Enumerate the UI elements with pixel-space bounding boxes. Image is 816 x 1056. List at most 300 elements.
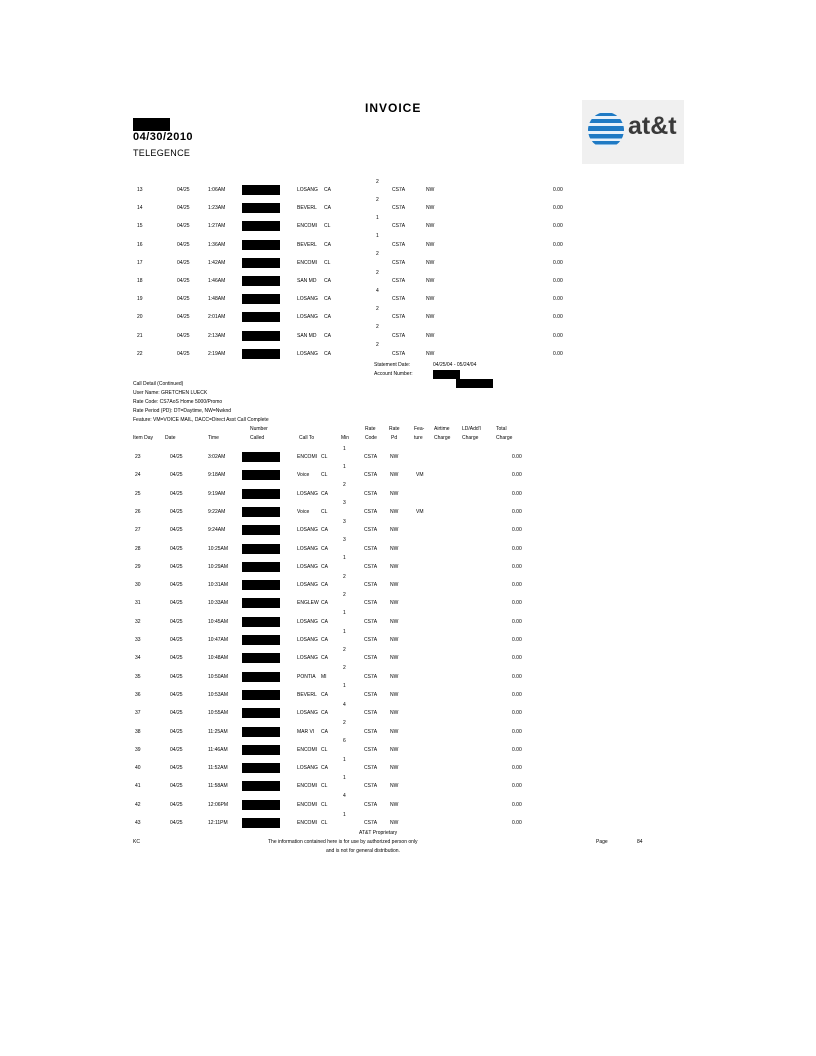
rate-code-cell: CS7A bbox=[392, 223, 406, 230]
state-cell: CA bbox=[321, 527, 328, 534]
rate-period-cell: NW bbox=[390, 820, 399, 826]
day-cell: 04/25 bbox=[170, 710, 183, 717]
call-to-cell: ENCOMI bbox=[297, 259, 317, 266]
total-cell: 0.00 bbox=[512, 472, 522, 479]
rate-period-cell: NW bbox=[390, 801, 399, 808]
feature-cell: VM bbox=[416, 472, 424, 479]
total-cell: 0.00 bbox=[512, 691, 522, 698]
column-header: Called bbox=[250, 435, 265, 441]
minutes-cell: 3 bbox=[343, 518, 346, 525]
redaction-bar bbox=[242, 294, 280, 304]
total-cell: 0.00 bbox=[512, 600, 522, 607]
state-cell: CA bbox=[324, 350, 331, 357]
info-line: Feature: VM=VOICE MAIL, DACC=Direct Asst Call Complete bbox=[133, 417, 269, 423]
call-to-cell: BEVERL bbox=[297, 691, 317, 698]
state-cell: CL bbox=[324, 259, 331, 266]
redaction-bar bbox=[133, 118, 170, 131]
total-cell: 0.00 bbox=[512, 765, 522, 772]
rate-code-cell: CS7A bbox=[392, 187, 406, 193]
total-cell: 0.00 bbox=[553, 259, 563, 266]
state-cell: CA bbox=[324, 296, 331, 303]
state-cell: CA bbox=[321, 563, 328, 570]
redaction-bar bbox=[242, 781, 280, 791]
item-cell: 13 bbox=[137, 187, 143, 193]
footer-notice-line1: The information contained here is for use by authorized person only bbox=[268, 839, 418, 845]
item-cell: 40 bbox=[135, 765, 141, 772]
rate-code-cell: CS7A bbox=[392, 350, 406, 357]
info-line: Call Detail (Continued) bbox=[133, 381, 184, 387]
minutes-cell: 1 bbox=[343, 610, 346, 617]
call-to-cell: LOSANG bbox=[297, 618, 318, 625]
page-number: 84 bbox=[637, 839, 643, 845]
total-cell: 0.00 bbox=[512, 673, 522, 680]
item-cell: 26 bbox=[135, 508, 141, 515]
column-header: Date bbox=[165, 435, 176, 441]
state-cell: CA bbox=[324, 241, 331, 248]
item-cell: 22 bbox=[137, 350, 143, 357]
day-cell: 04/25 bbox=[170, 600, 183, 607]
day-cell: 04/25 bbox=[170, 545, 183, 552]
column-header: Total bbox=[496, 426, 507, 432]
day-cell: 04/25 bbox=[170, 490, 183, 497]
rate-period-cell: NW bbox=[426, 350, 435, 357]
day-cell: 04/25 bbox=[170, 746, 183, 753]
total-cell: 0.00 bbox=[512, 618, 522, 625]
time-cell: 9:24AM bbox=[208, 527, 226, 534]
call-to-cell: Voice bbox=[297, 508, 310, 515]
state-cell: CA bbox=[321, 637, 328, 643]
total-cell: 0.00 bbox=[553, 350, 563, 357]
minutes-cell: 4 bbox=[376, 287, 379, 294]
column-header: Min bbox=[341, 435, 350, 441]
state-cell: CA bbox=[321, 691, 328, 698]
item-cell: 17 bbox=[137, 259, 143, 266]
call-to-cell: Voice bbox=[297, 472, 310, 479]
rate-period-cell: NW bbox=[426, 187, 435, 193]
state-cell: CL bbox=[324, 223, 331, 230]
total-cell: 0.00 bbox=[553, 223, 563, 230]
column-header: ture bbox=[414, 435, 423, 441]
redaction-bar bbox=[242, 745, 280, 755]
total-cell: 0.00 bbox=[512, 637, 522, 643]
total-cell: 0.00 bbox=[512, 655, 522, 662]
day-cell: 04/25 bbox=[170, 728, 183, 735]
invoice-date: 04/30/2010 bbox=[133, 131, 194, 143]
day-cell: 04/25 bbox=[170, 472, 183, 479]
item-cell: 37 bbox=[135, 710, 141, 717]
call-to-cell: ENGLEW bbox=[297, 600, 319, 607]
footer-notice-line2: and is not for general distribution. bbox=[326, 848, 400, 854]
state-cell: CL bbox=[321, 746, 328, 753]
day-cell: 04/25 bbox=[170, 691, 183, 698]
minutes-cell: 2 bbox=[376, 178, 379, 185]
day-cell: 04/25 bbox=[170, 783, 183, 790]
total-cell: 0.00 bbox=[512, 801, 522, 808]
day-cell: 04/25 bbox=[177, 332, 190, 339]
day-cell: 04/25 bbox=[170, 582, 183, 589]
page-label: Page bbox=[596, 839, 608, 845]
day-cell: 04/25 bbox=[170, 637, 183, 643]
item-cell: 25 bbox=[135, 490, 141, 497]
redaction-bar bbox=[242, 525, 280, 535]
rate-code-cell: CS7A bbox=[392, 296, 406, 303]
rate-period-cell: NW bbox=[390, 472, 399, 479]
redaction-bar bbox=[242, 240, 280, 250]
day-cell: 04/25 bbox=[177, 314, 190, 321]
minutes-cell: 3 bbox=[343, 500, 346, 507]
call-to-cell: ENCOMI bbox=[297, 783, 317, 790]
state-cell: CA bbox=[324, 332, 331, 339]
rate-code-cell: CS7A bbox=[364, 508, 378, 515]
redaction-bar bbox=[242, 349, 280, 359]
company-name: TELEGENCE bbox=[133, 148, 191, 158]
account-number-label: Account Number: bbox=[374, 371, 413, 377]
rate-code-cell: CS7A bbox=[392, 314, 406, 321]
state-cell: CA bbox=[321, 490, 328, 497]
rate-period-cell: NW bbox=[390, 600, 399, 607]
rate-period-cell: NW bbox=[390, 655, 399, 662]
total-cell: 0.00 bbox=[512, 563, 522, 570]
rate-code-cell: CS7A bbox=[392, 205, 406, 212]
rate-code-cell: CS7A bbox=[364, 728, 378, 735]
total-cell: 0.00 bbox=[512, 490, 522, 497]
total-cell: 0.00 bbox=[512, 527, 522, 534]
time-cell: 1:06AM bbox=[208, 187, 226, 193]
call-to-cell: LOSANG bbox=[297, 296, 318, 303]
call-to-cell: LOSANG bbox=[297, 637, 318, 643]
total-cell: 0.00 bbox=[553, 187, 563, 193]
info-line: Rate Code: CS7AoS Home 5000/Promo bbox=[133, 399, 223, 405]
redaction-bar bbox=[433, 370, 460, 379]
total-cell: 0.00 bbox=[553, 205, 563, 212]
day-cell: 04/25 bbox=[170, 454, 183, 460]
column-header: Rate bbox=[365, 426, 376, 432]
call-to-cell: LOSANG bbox=[297, 527, 318, 534]
call-to-cell: ENCOMI bbox=[297, 820, 317, 826]
rate-period-cell: NW bbox=[390, 527, 399, 534]
day-cell: 04/25 bbox=[177, 259, 190, 266]
redaction-bar bbox=[242, 544, 280, 554]
rate-code-cell: CS7A bbox=[364, 655, 378, 662]
rate-period-cell: NW bbox=[390, 710, 399, 717]
total-cell: 0.00 bbox=[512, 710, 522, 717]
state-cell: CA bbox=[321, 655, 328, 662]
item-cell: 14 bbox=[137, 205, 143, 212]
time-cell: 1:42AM bbox=[208, 259, 226, 266]
time-cell: 10:48AM bbox=[208, 655, 229, 662]
rate-period-cell: NW bbox=[390, 454, 399, 460]
rate-code-cell: CS7A bbox=[392, 278, 406, 284]
rate-period-cell: NW bbox=[390, 582, 399, 589]
minutes-cell: 1 bbox=[376, 233, 379, 240]
item-cell: 30 bbox=[135, 582, 141, 589]
redaction-bar bbox=[242, 617, 280, 627]
rate-code-cell: CS7A bbox=[392, 332, 406, 339]
item-cell: 36 bbox=[135, 691, 141, 698]
call-to-cell: LOSANG bbox=[297, 490, 318, 497]
redaction-bar bbox=[242, 507, 280, 517]
call-to-cell: ENCOMI bbox=[297, 746, 317, 753]
state-cell: CA bbox=[324, 314, 331, 321]
column-header: Call To bbox=[299, 435, 315, 441]
total-cell: 0.00 bbox=[553, 332, 563, 339]
time-cell: 10:53AM bbox=[208, 691, 229, 698]
redaction-bar bbox=[242, 708, 280, 718]
rate-code-cell: CS7A bbox=[364, 582, 378, 589]
redaction-bar bbox=[242, 562, 280, 572]
rate-code-cell: CS7A bbox=[364, 545, 378, 552]
rate-code-cell: CS7A bbox=[392, 259, 406, 266]
call-to-cell: LOSANG bbox=[297, 314, 318, 321]
rate-period-cell: NW bbox=[390, 545, 399, 552]
total-cell: 0.00 bbox=[512, 454, 522, 460]
rate-code-cell: CS7A bbox=[364, 472, 378, 479]
rate-code-cell: CS7A bbox=[364, 820, 378, 826]
item-cell: 33 bbox=[135, 637, 141, 643]
column-header: Airtime bbox=[434, 426, 450, 432]
minutes-cell: 2 bbox=[376, 269, 379, 276]
total-cell: 0.00 bbox=[553, 314, 563, 321]
total-cell: 0.00 bbox=[512, 746, 522, 753]
day-cell: 04/25 bbox=[170, 508, 183, 515]
day-cell: 04/25 bbox=[170, 765, 183, 772]
redaction-bar bbox=[242, 312, 280, 322]
day-cell: 04/25 bbox=[177, 296, 190, 303]
redaction-bar bbox=[242, 727, 280, 737]
rate-code-cell: CS7A bbox=[364, 710, 378, 717]
state-cell: CA bbox=[321, 710, 328, 717]
redaction-bar bbox=[242, 331, 280, 341]
att-logo bbox=[582, 100, 684, 164]
day-cell: 04/25 bbox=[170, 527, 183, 534]
footer-left: KC bbox=[133, 839, 140, 845]
time-cell: 10:29AM bbox=[208, 563, 229, 570]
redaction-bar bbox=[242, 653, 280, 663]
redaction-bar bbox=[242, 185, 280, 195]
state-cell: MI bbox=[321, 673, 327, 680]
time-cell: 1:48AM bbox=[208, 296, 226, 303]
call-to-cell: ENCOMI bbox=[297, 454, 317, 460]
time-cell: 3:02AM bbox=[208, 454, 226, 460]
item-cell: 38 bbox=[135, 728, 141, 735]
column-header: Time bbox=[208, 435, 219, 441]
rate-period-cell: NW bbox=[390, 728, 399, 735]
minutes-cell: 2 bbox=[376, 251, 379, 258]
rate-period-cell: NW bbox=[426, 223, 435, 230]
column-header: LD/Add'l bbox=[462, 426, 481, 432]
minutes-cell: 2 bbox=[343, 591, 346, 598]
item-cell: 29 bbox=[135, 563, 141, 570]
call-to-cell: SAN MD bbox=[297, 332, 317, 339]
total-cell: 0.00 bbox=[553, 296, 563, 303]
state-cell: CA bbox=[324, 187, 331, 193]
redaction-bar bbox=[242, 470, 280, 480]
state-cell: CA bbox=[321, 618, 328, 625]
state-cell: CL bbox=[321, 783, 328, 790]
minutes-cell: 2 bbox=[376, 342, 379, 349]
call-to-cell: PONTIA bbox=[297, 673, 316, 680]
rate-code-cell: CS7A bbox=[364, 673, 378, 680]
rate-code-cell: CS7A bbox=[364, 783, 378, 790]
rate-period-cell: NW bbox=[426, 205, 435, 212]
time-cell: 10:50AM bbox=[208, 673, 229, 680]
minutes-cell: 2 bbox=[343, 665, 346, 672]
total-cell: 0.00 bbox=[512, 820, 522, 826]
redaction-bar bbox=[242, 258, 280, 268]
rate-code-cell: CS7A bbox=[364, 490, 378, 497]
rate-code-cell: CS7A bbox=[364, 527, 378, 534]
column-header: Charge bbox=[462, 435, 479, 441]
item-cell: 18 bbox=[137, 278, 143, 284]
time-cell: 9:19AM bbox=[208, 490, 226, 497]
minutes-cell: 4 bbox=[343, 701, 346, 708]
minutes-cell: 2 bbox=[343, 573, 346, 580]
call-to-cell: LOSANG bbox=[297, 545, 318, 552]
state-cell: CA bbox=[321, 582, 328, 589]
time-cell: 9:18AM bbox=[208, 472, 226, 479]
state-cell: CA bbox=[324, 205, 331, 212]
rate-period-cell: NW bbox=[390, 508, 399, 515]
day-cell: 04/25 bbox=[170, 655, 183, 662]
column-header: Rate bbox=[389, 426, 400, 432]
total-cell: 0.00 bbox=[512, 582, 522, 589]
item-cell: 28 bbox=[135, 545, 141, 552]
time-cell: 11:52AM bbox=[208, 765, 228, 772]
minutes-cell: 2 bbox=[343, 482, 346, 489]
logo-wordmark: at&t bbox=[628, 112, 677, 140]
minutes-cell: 1 bbox=[343, 555, 346, 562]
total-cell: 0.00 bbox=[512, 508, 522, 515]
item-cell: 20 bbox=[137, 314, 143, 321]
total-cell: 0.00 bbox=[512, 783, 522, 790]
rate-period-cell: NW bbox=[426, 241, 435, 248]
day-cell: 04/25 bbox=[170, 563, 183, 570]
call-to-cell: ENCOMI bbox=[297, 223, 317, 230]
rate-period-cell: NW bbox=[426, 314, 435, 321]
minutes-cell: 1 bbox=[343, 756, 346, 763]
statement-date-value: 04/25/04 - 05/24/04 bbox=[433, 362, 477, 368]
day-cell: 04/25 bbox=[170, 820, 183, 826]
rate-code-cell: CS7A bbox=[364, 691, 378, 698]
redaction-bar bbox=[242, 818, 280, 828]
state-cell: CL bbox=[321, 820, 328, 826]
redaction-bar bbox=[242, 635, 280, 645]
item-cell: 15 bbox=[137, 223, 143, 230]
rate-period-cell: NW bbox=[390, 490, 399, 497]
time-cell: 12:06PM bbox=[208, 801, 229, 808]
item-cell: 27 bbox=[135, 527, 141, 534]
minutes-cell: 6 bbox=[343, 738, 346, 745]
redaction-bar bbox=[242, 800, 280, 810]
item-cell: 43 bbox=[135, 820, 141, 826]
day-cell: 04/25 bbox=[177, 187, 190, 193]
rate-code-cell: CS7A bbox=[364, 637, 378, 643]
time-cell: 10:45AM bbox=[208, 618, 229, 625]
rate-code-cell: CS7A bbox=[364, 746, 378, 753]
item-cell: 41 bbox=[135, 783, 141, 790]
redaction-bar bbox=[242, 276, 280, 286]
minutes-cell: 2 bbox=[343, 720, 346, 726]
rate-code-cell: CS7A bbox=[364, 801, 378, 808]
redaction-bar bbox=[242, 203, 280, 213]
time-cell: 2:01AM bbox=[208, 314, 226, 321]
time-cell: 10:31AM bbox=[208, 582, 229, 589]
call-to-cell: LOSANG bbox=[297, 350, 318, 357]
rate-period-cell: NW bbox=[390, 746, 399, 753]
item-cell: 34 bbox=[135, 655, 141, 662]
redaction-bar bbox=[242, 672, 280, 682]
item-cell: 35 bbox=[135, 673, 141, 680]
redaction-bar bbox=[242, 452, 280, 462]
state-cell: CA bbox=[321, 545, 328, 552]
call-to-cell: ENCOMI bbox=[297, 801, 317, 808]
total-cell: 0.00 bbox=[553, 241, 563, 248]
column-header: Item Day bbox=[133, 435, 154, 441]
item-cell: 21 bbox=[137, 332, 143, 339]
column-header: Pd bbox=[391, 435, 398, 441]
info-line: Rate Period (PD): DT=Daytime, NW=Nwknd bbox=[133, 408, 232, 414]
rate-period-cell: NW bbox=[390, 673, 399, 680]
item-cell: 31 bbox=[135, 600, 141, 607]
minutes-cell: 3 bbox=[343, 537, 346, 543]
rate-code-cell: CS7A bbox=[364, 765, 378, 772]
rate-period-cell: NW bbox=[390, 618, 399, 625]
minutes-cell: 1 bbox=[343, 445, 346, 452]
time-cell: 10:33AM bbox=[208, 600, 229, 607]
column-header: Code bbox=[365, 435, 377, 441]
state-cell: CA bbox=[324, 278, 331, 284]
call-to-cell: LOSANG bbox=[297, 563, 318, 570]
minutes-cell: 1 bbox=[343, 774, 346, 781]
item-cell: 24 bbox=[135, 472, 141, 479]
statement-date-label: Statement Date: bbox=[374, 362, 411, 368]
day-cell: 04/25 bbox=[170, 801, 183, 808]
redaction-bar bbox=[242, 598, 280, 608]
item-cell: 42 bbox=[135, 801, 141, 808]
call-to-cell: LOSANG bbox=[297, 655, 318, 662]
rate-period-cell: NW bbox=[390, 765, 399, 772]
time-cell: 1:36AM bbox=[208, 241, 226, 248]
state-cell: CL bbox=[321, 801, 328, 808]
redaction-bar bbox=[242, 763, 280, 773]
redaction-bar bbox=[242, 690, 280, 700]
state-cell: CA bbox=[321, 600, 328, 607]
redaction-bar bbox=[242, 580, 280, 590]
minutes-cell: 2 bbox=[376, 324, 379, 331]
rate-code-cell: CS7A bbox=[364, 454, 378, 460]
minutes-cell: 1 bbox=[343, 628, 346, 635]
minutes-cell: 4 bbox=[343, 793, 346, 800]
rate-period-cell: NW bbox=[426, 259, 435, 266]
day-cell: 04/25 bbox=[177, 241, 190, 248]
call-to-cell: LOSANG bbox=[297, 582, 318, 589]
state-cell: CA bbox=[321, 728, 328, 735]
total-cell: 0.00 bbox=[512, 545, 522, 552]
item-cell: 23 bbox=[135, 454, 141, 460]
rate-period-cell: NW bbox=[426, 332, 435, 339]
feature-cell: VM bbox=[416, 508, 424, 515]
minutes-cell: 1 bbox=[343, 811, 346, 818]
column-header: Charge bbox=[496, 435, 513, 441]
time-cell: 11:58AM bbox=[208, 783, 228, 790]
day-cell: 04/25 bbox=[170, 673, 183, 680]
state-cell: CL bbox=[321, 508, 328, 515]
globe-icon bbox=[586, 110, 626, 150]
rate-period-cell: NW bbox=[390, 691, 399, 698]
call-to-cell: LOSANG bbox=[297, 765, 318, 772]
state-cell: CL bbox=[321, 472, 328, 479]
item-cell: 16 bbox=[137, 241, 143, 248]
